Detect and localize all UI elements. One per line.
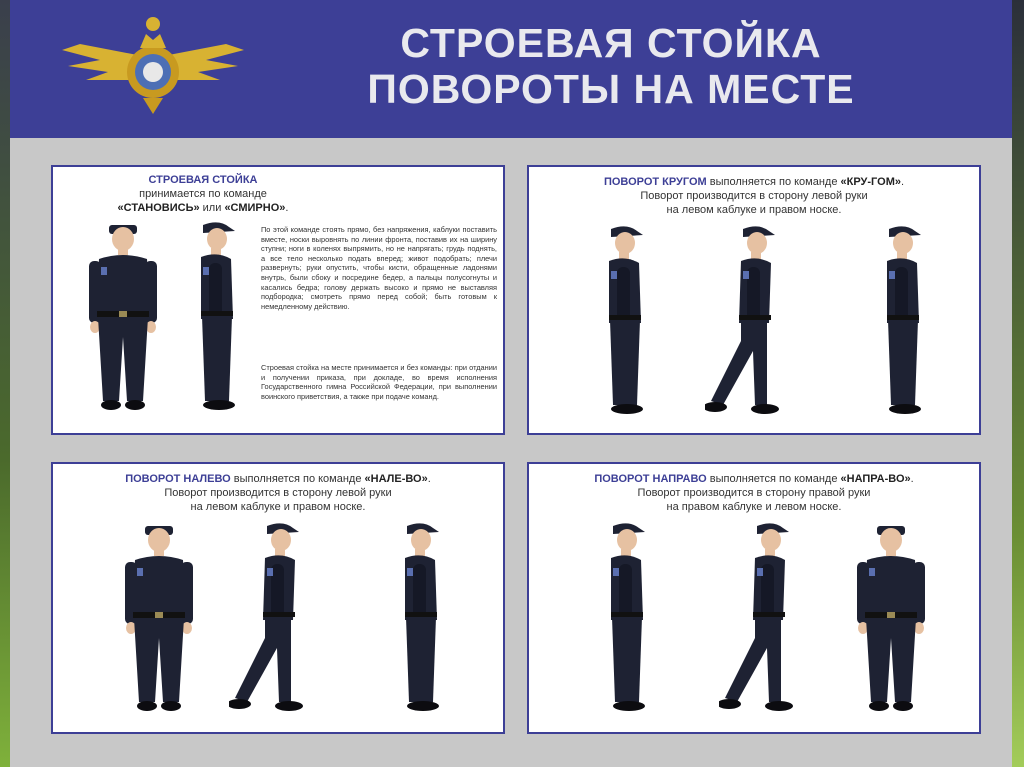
poster — [10, 0, 1012, 767]
officer-stepping-figure — [719, 520, 809, 720]
officer-front-figure — [119, 520, 199, 720]
officer-front-figure — [851, 520, 931, 720]
officer-stepping-figure — [229, 520, 319, 720]
left-turn-heading — [53, 472, 503, 514]
poster-title-line-1: СТРОЕВАЯ СТОЙКА — [400, 20, 822, 66]
poster-header — [10, 0, 1012, 138]
officer-stepping-figure — [705, 223, 795, 423]
about-turn-end: . — [901, 176, 905, 188]
about-turn-line-3: на левом каблуке и правом носке. — [666, 204, 842, 216]
left-turn-end: . — [427, 473, 431, 485]
stance-commands — [53, 201, 353, 215]
about-turn-mid: выполняется по команде — [706, 176, 841, 188]
right-turn-line-2: Поворот производится в сторону правой руки — [637, 487, 871, 499]
officer-front-figure — [83, 219, 163, 419]
right-turn-panel — [527, 462, 981, 734]
stance-end: . — [285, 202, 289, 214]
about-turn-line-2: Поворот производится в сторону левой руки — [640, 190, 868, 202]
stance-command-2: «СМИРНО» — [224, 202, 286, 214]
stance-or: или — [199, 202, 225, 214]
stance-subtitle: принимается по команде — [139, 188, 267, 200]
right-turn-line-3: на правом каблуке и левом носке. — [666, 501, 842, 513]
left-turn-line-3: на левом каблуке и правом носке. — [190, 501, 366, 513]
officer-side-figure — [179, 219, 249, 419]
left-turn-panel — [51, 462, 505, 734]
left-turn-mid: выполняется по команде — [230, 473, 365, 485]
left-turn-command: «НАЛЕ-ВО» — [364, 473, 428, 485]
officer-side-figure — [587, 223, 657, 423]
stance-command-1: «СТАНОВИСЬ» — [117, 202, 200, 214]
officer-side-figure — [865, 223, 935, 423]
about-turn-command: «КРУ-ГОМ» — [840, 176, 901, 188]
right-turn-heading — [529, 472, 979, 514]
stance-title: СТРОЕВАЯ СТОЙКА — [148, 174, 258, 186]
right-edge-decoration — [1010, 0, 1024, 767]
about-turn-heading — [529, 175, 979, 217]
about-turn-title: ПОВОРОТ КРУГОМ — [603, 176, 707, 188]
poster-title-line-2: ПОВОРОТЫ НА МЕСТЕ — [367, 66, 855, 112]
left-turn-title: ПОВОРОТ НАЛЕВО — [125, 473, 231, 485]
right-turn-mid: выполняется по команде — [706, 473, 841, 485]
officer-side-figure — [383, 520, 453, 720]
stance-heading — [53, 173, 353, 215]
right-turn-command: «НАПРА-ВО» — [840, 473, 911, 485]
stance-panel — [51, 165, 505, 435]
left-turn-line-2: Поворот производится в сторону левой руки — [164, 487, 392, 499]
stance-description: По этой команде стоять прямо, без напряжения, каблуки поставить вместе, носки выровнять по линии фронта, поставив их на ширину ступни; ноги в коленях выпрямить, но не напрягать; грудь поднять, а все тело несколько подать вперед; живот подобрать; плечи развернуть; руки опустить, чтобы кисти, обращенные ладонями внутрь, были сбоку и посредине бедер, а пальцы полусогнуты и касались бедра; голову держать высоко и прямо не выставляя подбородка; смотреть прямо перед собой; быть готовым к немедленному действию. — [261, 225, 497, 311]
about-turn-panel — [527, 165, 981, 435]
right-turn-title: ПОВОРОТ НАПРАВО — [594, 473, 707, 485]
stance-note: Строевая стойка на месте принимается и без команды: при отдании и получении приказа, при докладе, во время исполнения Государственного гимна Российской Федерации, при выполнении воинского приветствия, а также при подаче команд. — [261, 363, 497, 401]
right-turn-end: . — [910, 473, 914, 485]
officer-side-figure — [589, 520, 659, 720]
